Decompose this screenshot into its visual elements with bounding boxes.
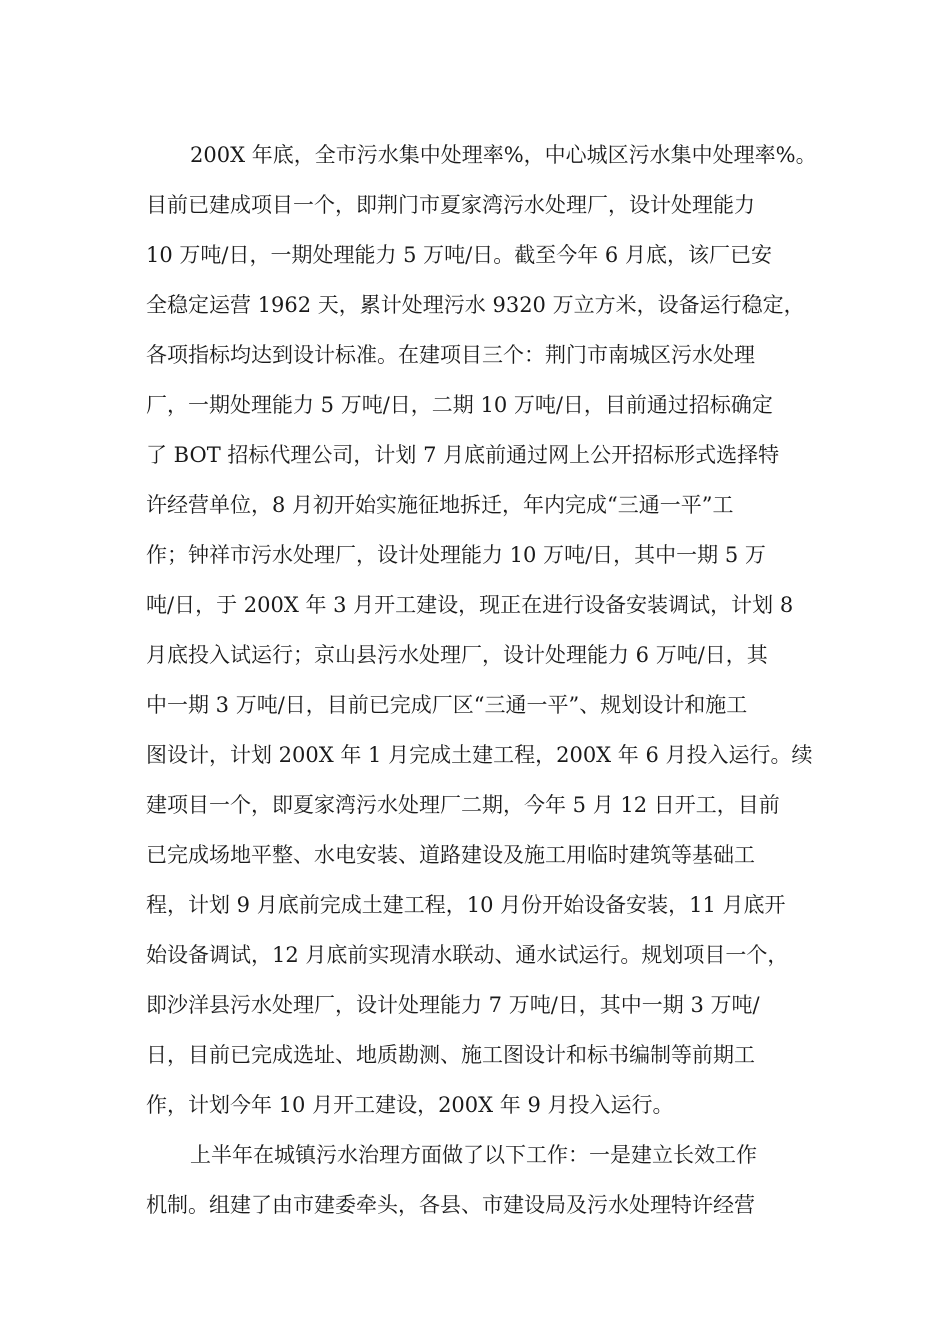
paragraph-1-line: 了 BOT 招标代理公司，计划 7 月底前通过网上公开招标形式选择特 [146,443,780,467]
paragraph-2-line: 上半年在城镇污水治理方面做了以下工作：一是建立长效工作 [190,1143,757,1167]
paragraph-1-line: 200X 年底，全市污水集中处理率%，中心城区污水集中处理率%。 [190,143,817,167]
paragraph-1-line: 已完成场地平整、水电安装、道路建设及施工用临时建筑等基础工 [146,843,755,867]
paragraph-1-line: 建项目一个，即夏家湾污水处理厂二期，今年 5 月 12 日开工，目前 [146,793,780,817]
paragraph-1-line: 图设计，计划 200X 年 1 月完成土建工程，200X 年 6 月投入运行。续 [146,743,813,767]
paragraph-2-line: 机制。组建了由市建委牵头，各县、市建设局及污水处理特许经营 [146,1193,755,1217]
paragraph-1-line: 即沙洋县污水处理厂，设计处理能力 7 万吨/日，其中一期 3 万吨/ [146,993,760,1017]
paragraph-1-line: 全稳定运营 1962 天，累计处理污水 9320 万立方米，设备运行稳定， [146,293,805,317]
paragraph-1-line: 日，目前已完成选址、地质勘测、施工图设计和标书编制等前期工 [146,1043,755,1067]
paragraph-1-line: 各项指标均达到设计标准。在建项目三个：荆门市南城区污水处理 [146,343,755,367]
paragraph-1-line: 作，计划今年 10 月开工建设，200X 年 9 月投入运行。 [146,1093,674,1117]
paragraph-1-line: 目前已建成项目一个，即荆门市夏家湾污水处理厂，设计处理能力 [146,193,755,217]
paragraph-1-line: 程，计划 9 月底前完成土建工程，10 月份开始设备安装，11 月底开 [146,893,786,917]
paragraph-1-line: 月底投入试运行；京山县污水处理厂，设计处理能力 6 万吨/日，其 [146,643,768,667]
paragraph-1-line: 吨/日，于 200X 年 3 月开工建设，现正在进行设备安装调试，计划 8 [146,593,794,617]
body-text [146,130,836,1230]
paragraph-1-line: 许经营单位，8 月初开始实施征地拆迁，年内完成“三通一平”工 [146,493,734,517]
paragraph-1-line: 始设备调试，12 月底前实现清水联动、通水试运行。规划项目一个， [146,943,789,967]
paragraph-1-line: 作；钟祥市污水处理厂，设计处理能力 10 万吨/日，其中一期 5 万 [146,543,766,567]
paragraph-1-line: 中一期 3 万吨/日，目前已完成厂区“三通一平”、规划设计和施工 [146,693,748,717]
paragraph-1-line: 厂，一期处理能力 5 万吨/日，二期 10 万吨/日，目前通过招标确定 [146,393,773,417]
paragraph-1-line: 10 万吨/日，一期处理能力 5 万吨/日。截至今年 6 月底，该厂已安 [146,243,772,267]
